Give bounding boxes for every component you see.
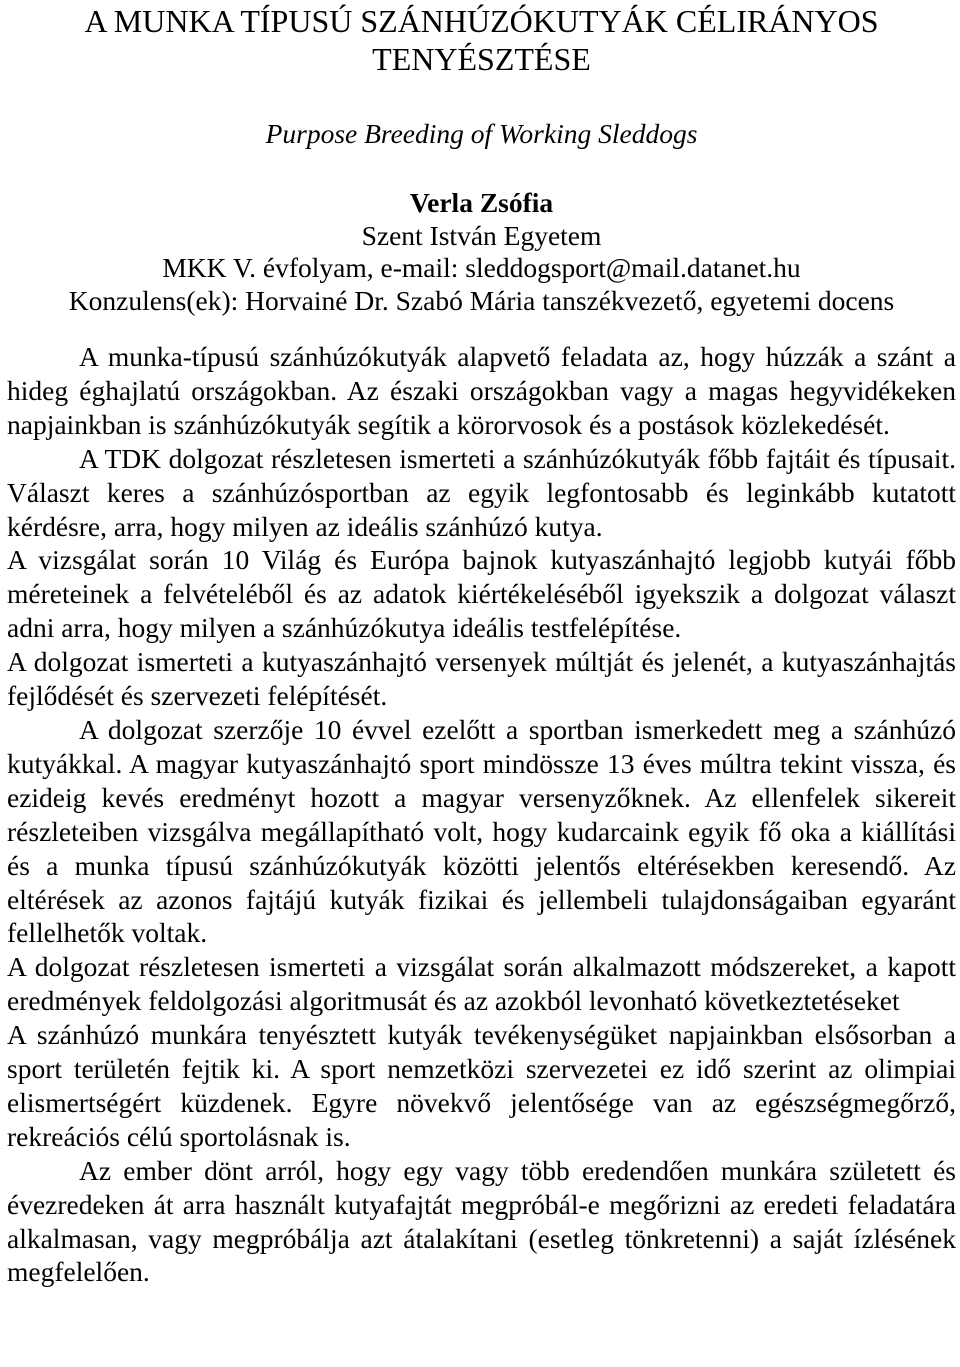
author-year-email: MKK V. évfolyam, e-mail: sleddogsport@mail.datanet.hu <box>162 252 801 283</box>
paragraph-6: A dolgozat részletesen ismerteti a vizsgálat során alkalmazott módszereket, a kapott eredmények feldolgozási algoritmusát és az azokból levonható következtetéseket <box>7 951 956 1017</box>
english-subtitle: Purpose Breeding of Working Sleddogs <box>265 118 698 149</box>
title-line-2: TENYÉSZTÉSE <box>372 41 591 77</box>
author-consultant: Konzulens(ek): Horvainé Dr. Szabó Mária tanszékvezető, egyetemi docens <box>68 284 895 316</box>
author-block <box>7 187 956 317</box>
author-name: Verla Zsófia <box>409 187 554 218</box>
title-line-1: A MUNKA TÍPUSÚ SZÁNHÚZÓKUTYÁK CÉLIRÁNYOS <box>84 3 879 39</box>
author-university: Szent István Egyetem <box>361 219 602 251</box>
paragraph-7: A szánhúzó munkára tenyésztett kutyák tevékenységüket napjainkban elsősorban a sport területén fejtik ki. A sport nemzetközi szervezetei ez idő szerint az olimpiai elismertségért küzdenek. Egyre növekvő jelentősége van az egészségmegőrző, rekreációs célú sportolásnak is. <box>7 1019 956 1152</box>
paragraph-5: A dolgozat szerzője 10 évvel ezelőtt a sportban ismerkedett meg a szánhúzó kutyákkal. A magyar kutyaszánhajtó sport mindössze 13 éves múltra tekint vissza, és ezideig kevés eredményt hozott a magyar versenyzőknek. Az ellenfelek sikereit részleteiben vizsgálva megállapítható volt, hogy kudarcaink egyik fő oka a kiállítási és a munka típusú szánhúzókutyák közötti jelentős eltérésekben keresendő. Az eltérések az azonos fajtájú kutyák fizikai és jellembeli tulajdonságaiban egyaránt fellelhetők voltak. <box>7 713 956 949</box>
paragraph-4: A dolgozat ismerteti a kutyaszánhajtó versenyek múltját és jelenét, a kutyaszánhajtás fejlődését és szervezeti felépítését. <box>7 646 956 712</box>
abstract-body <box>7 340 956 1289</box>
document-title <box>7 0 956 78</box>
paragraph-8: Az ember dönt arról, hogy egy vagy több eredendően munkára született és évezredeken át arra használt kutyafajtát megpróbál-e megőrizni az eredeti feladatára alkalmasan, vagy megpróbálja azt átalakítani (esetleg tönkretenni) a saját ízlésének megfelelően. <box>7 1154 956 1288</box>
paragraph-2: A TDK dolgozat részletesen ismerteti a szánhúzókutyák főbb fajtáit és típusait. Választ keres a szánhúzósportban az egyik legfontosabb és leginkább kutatott kérdésre, arra, hogy milyen az ideális szánhúzó kutya. <box>7 442 956 542</box>
paragraph-3: A vizsgálat során 10 Világ és Európa bajnok kutyaszánhajtó legjobb kutyái főbb méreteinek a felvételéből és az adatok kiértékeléséből igyekszik a dolgozat választ adni arra, hogy milyen a szánhúzókutya ideális testfelépítése. <box>7 544 956 644</box>
paragraph-1: A munka-típusú szánhúzókutyák alapvető feladata az, hogy húzzák a szánt a hideg éghajlatú országokban. Az északi országokban vagy a magas hegyvidékeken napjainkban is szánhúzókutyák segítik a körorvosok és a postások közlekedését. <box>7 341 956 440</box>
